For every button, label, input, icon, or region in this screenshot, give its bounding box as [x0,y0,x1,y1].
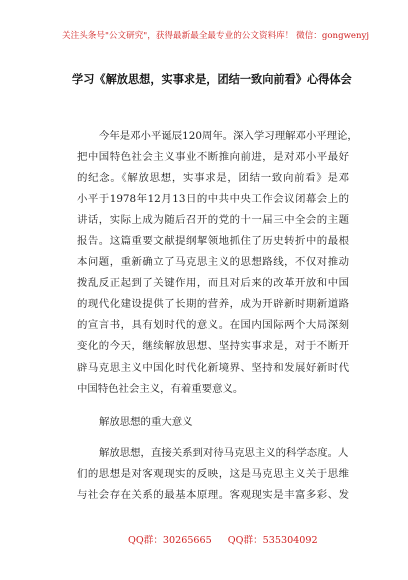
paragraph-line: 把中国特色社会主义事业不断推向前进，是对邓小平最好 [77,151,349,164]
paragraph-line: 的现代化建设提供了长期的营养，成为开辟新时期新道路 [77,298,349,311]
document-title: 学习《解放思想，实事求是，团结一致向前看》心得体会 [72,72,352,86]
paragraph-line: 本问题，重新确立了马克思主义的思想路线，不仅对推动 [77,256,349,269]
paragraph-2 [77,443,349,506]
paragraph-line: 变化的今天，继续解放思想、坚持实事求是，对于不断开 [77,340,349,353]
paragraph-1 [77,126,358,400]
footer-qq-group-2: QQ群：535304092 [227,535,318,546]
paragraph-line: 拨乱反正起到了关键作用，而且对后来的改革开放和中国 [77,277,349,290]
footer-qq-group-1: QQ群：30265665 [128,535,212,546]
paragraph-line: 的宣言书，具有划时代的意义。在国内国际两个大局深刻 [77,319,349,332]
paragraph-line: 解放思想，直接关系到对待马克思主义的科学态度。人 [99,447,349,459]
section-heading: 解放思想的重大意义 [99,416,193,428]
paragraph-line: 今年是邓小平诞辰120周年。深入学习理解邓小平理论， [99,130,358,142]
paragraph-line: 讲话，实际上成为随后召开的党的十一届三中全会的主题 [77,214,349,227]
paragraph-line: 报告。这篇重要文献提纲挈领地抓住了历史转折中的最根 [77,235,349,248]
paragraph-line: 小平于1978年12月13日的中共中央工作会议闭幕会上的 [77,193,349,206]
paragraph-line: 中国特色社会主义，有着重要意义。 [77,382,244,395]
paragraph-line: 的纪念。《解放思想，实事求是，团结一致向前看》是邓 [77,172,349,185]
paragraph-line: 与社会存在关系的最基本原理。客观现实是丰富多彩、发 [77,489,349,502]
paragraph-line: 辟马克思主义中国化时代化新境界、坚持和发展好新时代 [77,361,349,374]
footer-contact [128,535,318,547]
paragraph-line: 们的思想是对客观现实的反映，这是马克思主义关于思维 [77,468,349,481]
header-banner: 关注头条号"公文研究"，获得最新最全最专业的公文资料库！ 微信：gongwenyj [62,31,370,41]
